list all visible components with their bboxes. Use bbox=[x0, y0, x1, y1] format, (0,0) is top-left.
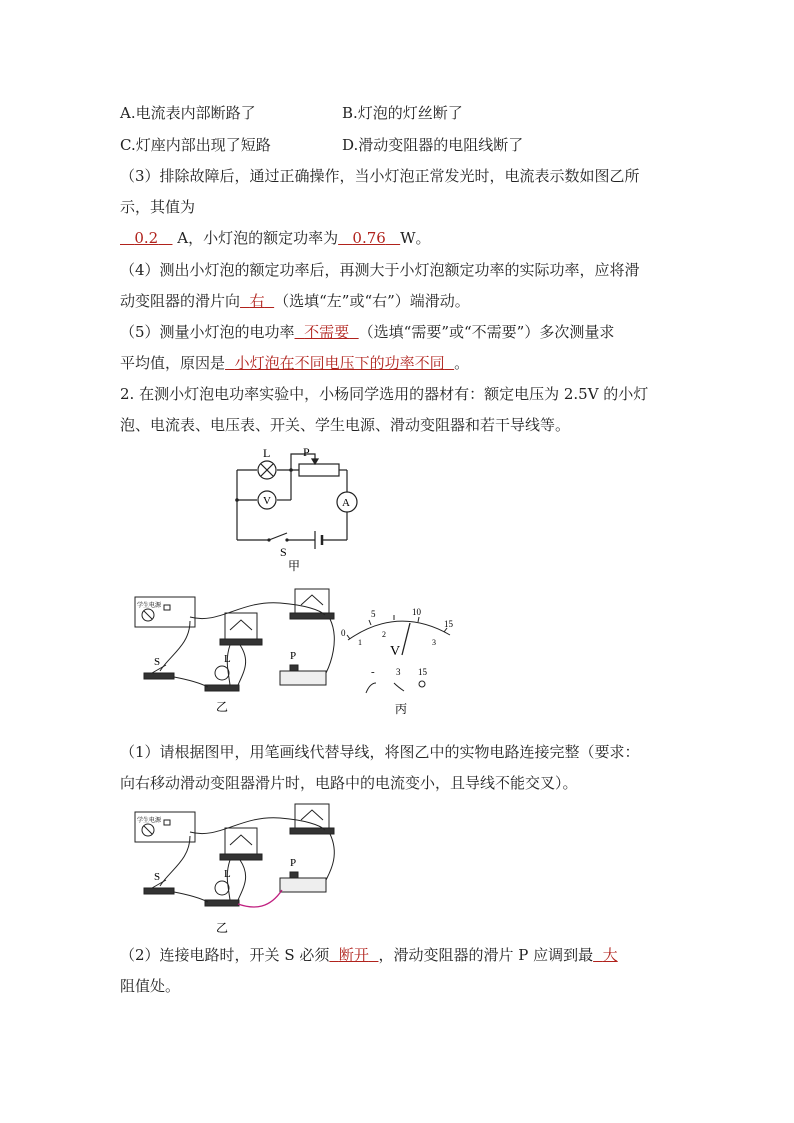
figure-bing-dial bbox=[338, 605, 463, 717]
q3-line3 bbox=[120, 228, 431, 248]
choice-b: B.灯泡的灯丝断了 bbox=[342, 104, 463, 122]
figure-yi-apparatus bbox=[130, 585, 345, 715]
p2-line1: 2. 在测小灯泡电功率实验中，小杨同学选用的器材有：额定电压为 2.5V 的小灯 bbox=[120, 385, 649, 403]
label-v: V bbox=[263, 495, 271, 507]
choice-c: C.灯座内部出现了短路 bbox=[120, 136, 271, 154]
q3-line1: （3）排除故障后，通过正确操作，当小灯泡正常发光时，电流表示数如图乙所 bbox=[120, 167, 640, 185]
answer-reason: 小灯泡在不同电压下的功率不同 bbox=[234, 354, 445, 372]
answer-wire bbox=[238, 890, 282, 907]
q5-line2: 平均值，原因是 小灯泡在不同电压下的功率不同 。 bbox=[120, 354, 470, 372]
answer-direction: 右 bbox=[249, 292, 265, 310]
voltmeter-device bbox=[225, 828, 257, 854]
tick-3: 3 bbox=[432, 638, 436, 647]
choice-d: D.滑动变阻器的电阻线断了 bbox=[342, 136, 524, 154]
label-p: P bbox=[290, 650, 297, 662]
label-l: L bbox=[224, 653, 231, 665]
rheostat-device bbox=[280, 878, 326, 892]
ammeter-device bbox=[295, 589, 329, 613]
label-l: L bbox=[263, 446, 271, 460]
answer-open: 断开 bbox=[338, 946, 369, 964]
label-power: 学生电源 bbox=[137, 818, 162, 824]
tick-5: 5 bbox=[371, 609, 376, 619]
unit-v: V bbox=[390, 644, 401, 659]
figure-yi-answer bbox=[130, 800, 345, 936]
p2q2-line1: （2）连接电路时，开关 S 必须 断开 ，滑动变阻器的滑片 P 应调到最 大 bbox=[120, 946, 618, 964]
q3-unit: W。 bbox=[400, 229, 431, 247]
tick-1: 1 bbox=[358, 638, 362, 647]
terminal-15: 15 bbox=[418, 667, 427, 677]
label-power: 学生电源 bbox=[137, 603, 162, 609]
caption-yi: 乙 bbox=[216, 921, 229, 935]
caption-bing: 丙 bbox=[395, 702, 408, 716]
label-s: S bbox=[154, 871, 161, 883]
label-s: S bbox=[154, 656, 161, 668]
p2q1-line1: （1）请根据图甲，用笔画线代替导线，将图乙中的实物电路连接完整（要求： bbox=[120, 743, 640, 761]
caption-jia: 甲 bbox=[288, 559, 301, 572]
label-p: P bbox=[303, 445, 310, 459]
answer-max: 大 bbox=[602, 946, 618, 964]
tick-15: 15 bbox=[444, 619, 453, 629]
answer-need: 不需要 bbox=[304, 323, 350, 341]
q4-line2: 动变阻器的滑片向 右 （选填“左”或“右”）端滑动。 bbox=[120, 292, 470, 310]
caption-yi: 乙 bbox=[216, 700, 229, 714]
figure-jia-circuit bbox=[225, 442, 365, 572]
answer-current: 0.2 bbox=[134, 229, 159, 247]
label-s: S bbox=[280, 545, 287, 559]
tick-2: 2 bbox=[382, 630, 386, 639]
ammeter-device bbox=[295, 804, 329, 828]
p2q1-line2: 向右移动滑动变阻器滑片时，电路中的电流变小，且导线不能交叉）。 bbox=[120, 774, 578, 792]
label-l: L bbox=[224, 868, 231, 880]
voltmeter-device bbox=[225, 613, 257, 639]
needle bbox=[402, 623, 410, 655]
lamp-device bbox=[205, 685, 239, 691]
switch-device bbox=[144, 888, 174, 894]
tick-0: 0 bbox=[341, 628, 346, 638]
lamp-device bbox=[205, 900, 239, 906]
label-p: P bbox=[290, 857, 297, 869]
terminal-minus: - bbox=[371, 666, 375, 678]
switch-device bbox=[144, 673, 174, 679]
tick-10: 10 bbox=[412, 607, 421, 617]
terminal-3: 3 bbox=[396, 667, 401, 677]
rheostat-device bbox=[280, 671, 326, 685]
q3-mid-text: A，小灯泡的额定功率为 bbox=[177, 229, 339, 247]
answer-power: 0.76 bbox=[352, 229, 386, 247]
q5-line1: （5）测量小灯泡的电功率 不需要 （选填“需要”或“不需要”）多次测量求 bbox=[120, 323, 615, 341]
q4-line1: （4）测出小灯泡的额定功率后，再测大于小灯泡额定功率的实际功率，应将滑 bbox=[120, 261, 640, 279]
label-a: A bbox=[342, 497, 350, 509]
q3-line2: 示，其值为 bbox=[120, 198, 196, 216]
rheostat-symbol bbox=[299, 464, 339, 476]
choice-a: A.电流表内部断路了 bbox=[120, 104, 256, 122]
p2-line2: 泡、电流表、电压表、开关、学生电源、滑动变阻器和若干导线等。 bbox=[120, 416, 571, 434]
p2q2-line2: 阻值处。 bbox=[120, 977, 181, 995]
